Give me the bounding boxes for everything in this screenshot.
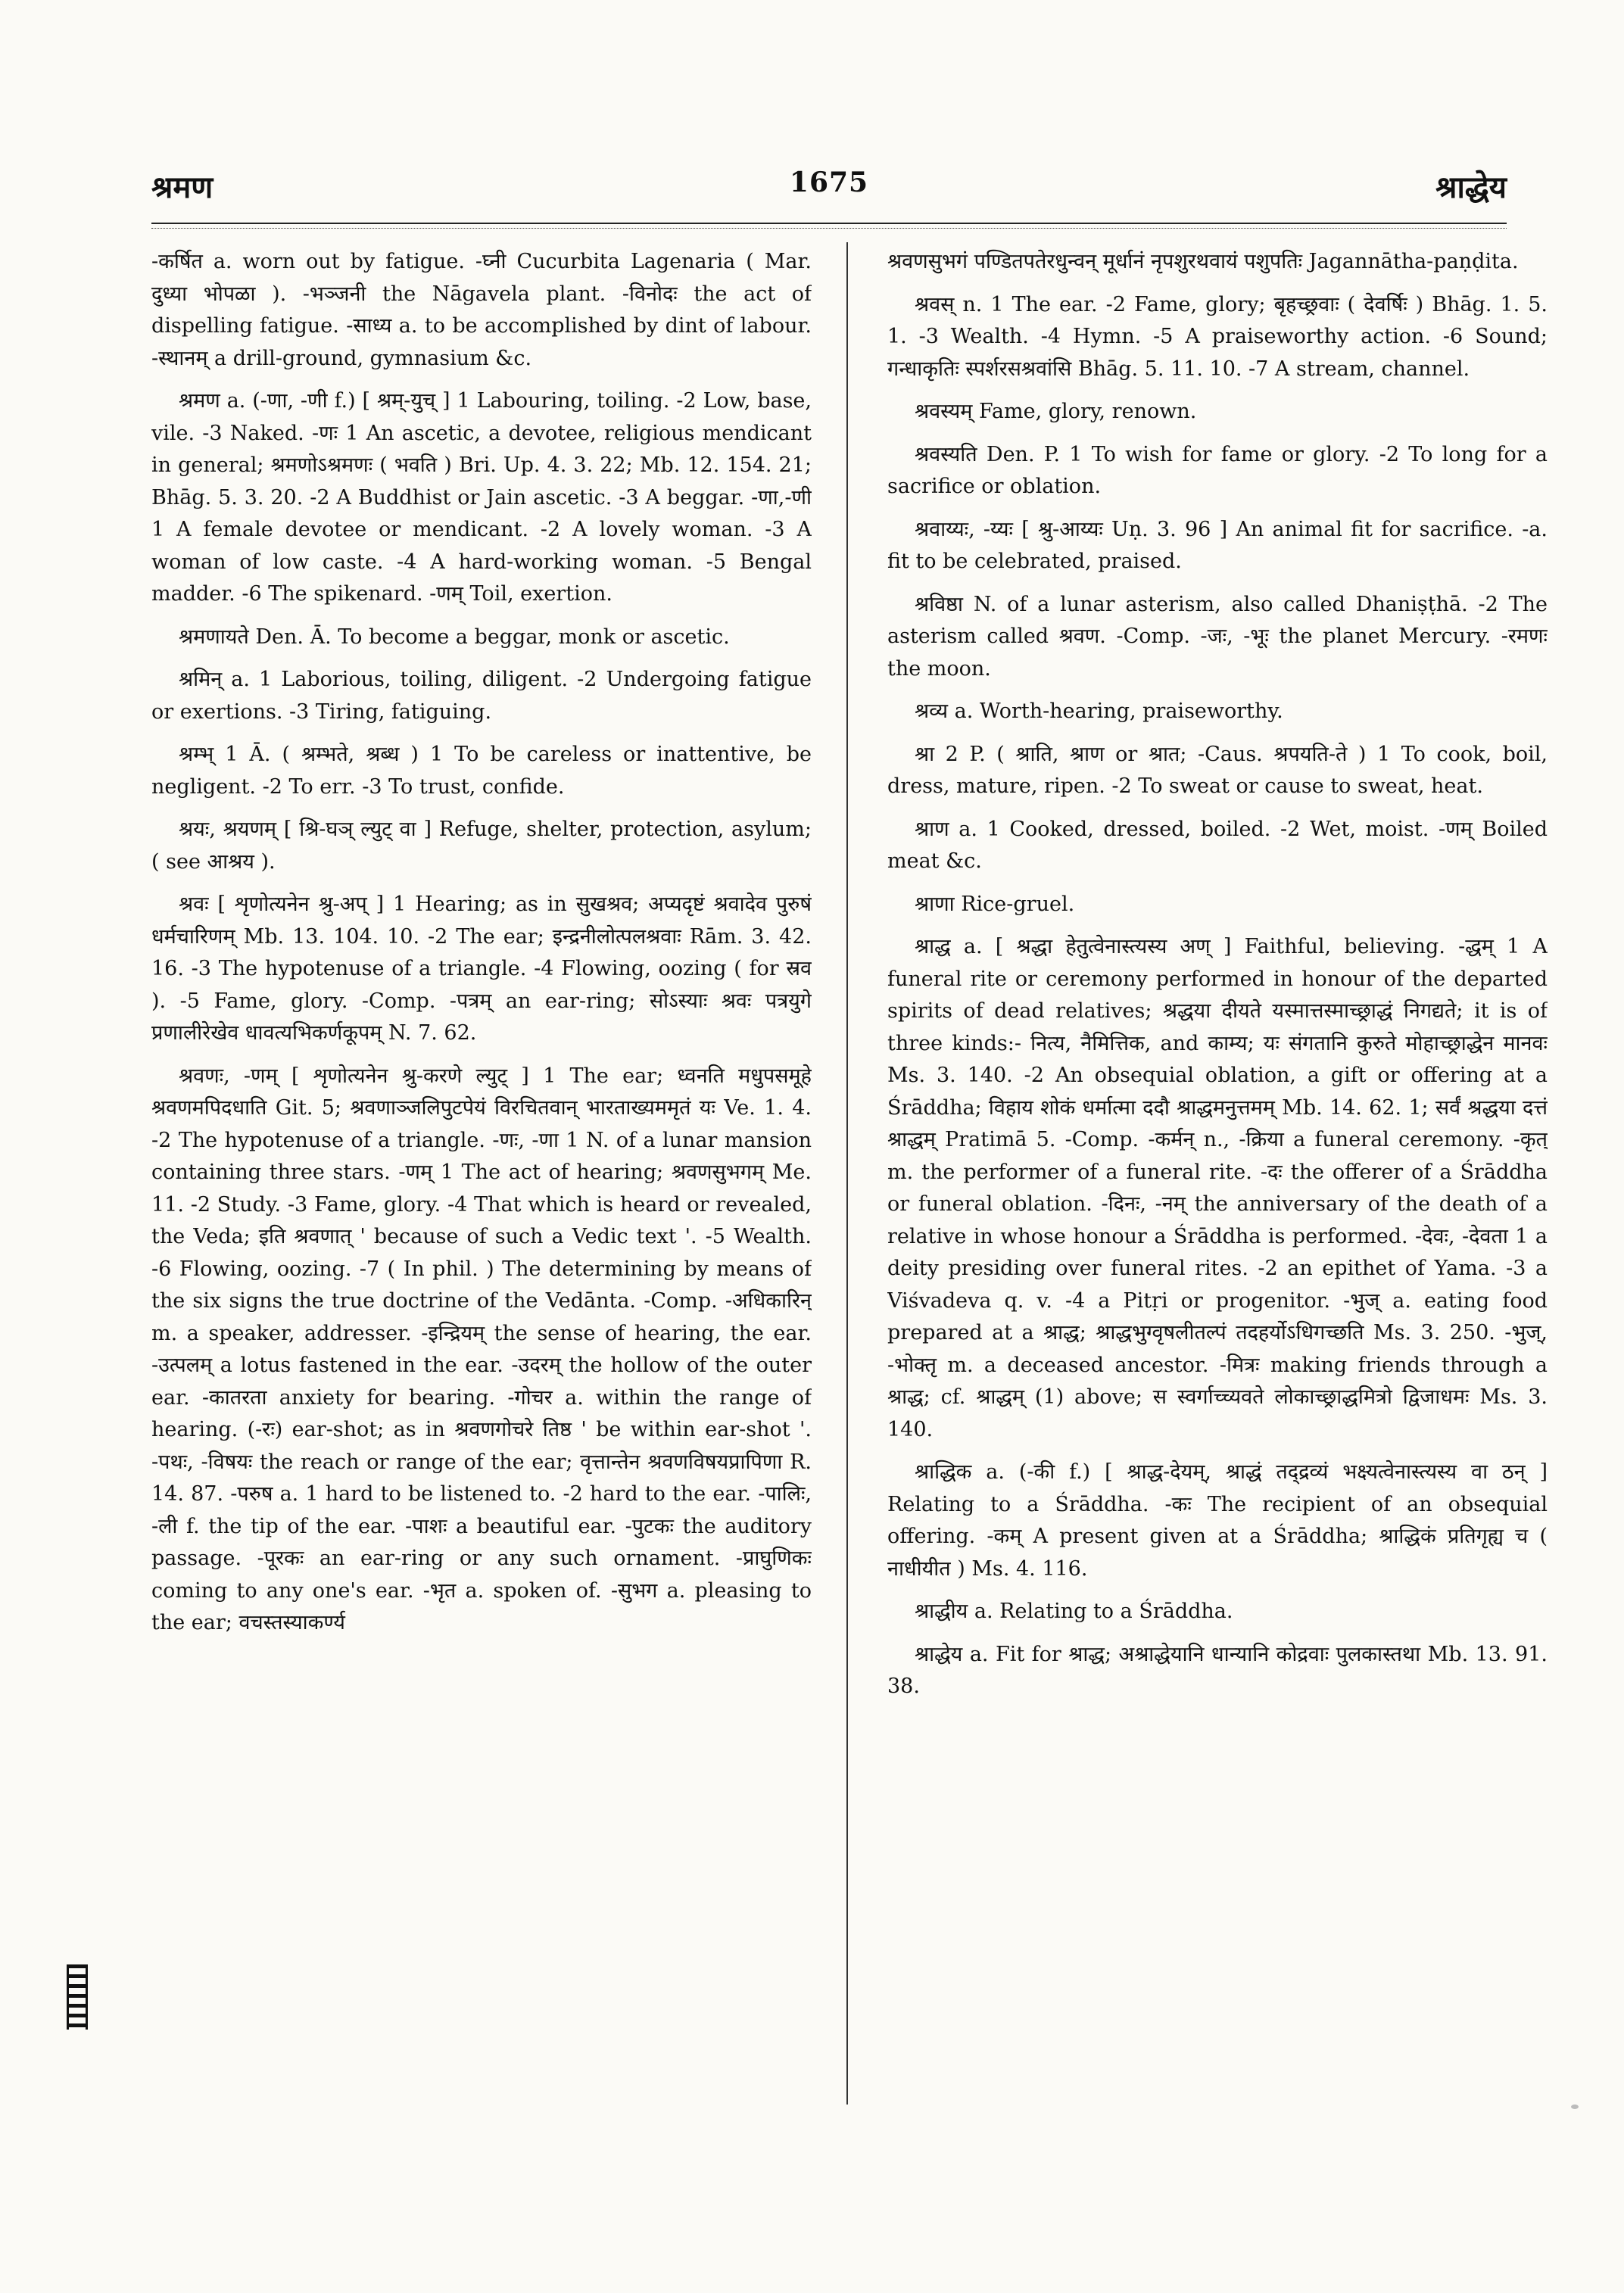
entry-shraya: श्रयः, श्रयणम् [ श्रि-घञ् ल्युट् वा ] Refuge, shelter, protection, asylum; ( see आश्रय ).: [151, 818, 812, 874]
entry-shramanayate: श्रमणायते Den. Ā. To become a beggar, monk or ascetic.: [179, 625, 730, 649]
entry-shramana: श्रमण a. (-णा, -णी f.) [ श्रम्-युच् ] 1 Labouring, toiling. -2 Low, base, vile. -3 Naked. -णः 1 An ascetic, a devotee, religious mendicant in general; श्रमणोऽश्रमणः ( भवति ) Bri. Up. 4. 3. 22; Mb. 12. 154. 21; Bhāg. 5. 3. 20. -2 A Buddhist or Jain ascetic. -3 A beggar. -णा,-णी 1 A female devotee or mendicant. -2 A lovely woman. -3 A woman of low caste. -4 A hard-working woman. -5 Bengal madder. -6 The spikenard. -णम् Toil, exertion.: [151, 389, 812, 606]
running-head: [151, 165, 1507, 210]
entry-shrambh: श्रम्भ् 1 Ā. ( श्रम्भते, श्रब्ध ) 1 To be careless or inattentive, be negligent. -2 To err. -3 To trust, confide.: [151, 743, 812, 799]
entry-shravasyam: श्रवस्यम् Fame, glory, renown.: [915, 400, 1197, 423]
entry-shravana: श्रवणः, -णम् [ शृणोत्यनेन श्रु-करणे ल्युट् ] 1 The ear; ध्वनति मधुपसमूहे श्रवणमपिदधाति Git. 5; श्रवणाञ्जलिपुटपेयं विरचितवान् भारताख्यममृतं यः Ve. 1. 4. -2 The hypotenuse of a triangle. -णः, -णा 1 N. of a lunar mansion containing three stars. -णम् 1 The act of hearing; श्रवणसुभगम् Me. 11. -2 Study. -3 Fame, glory. -4 That which is heard or revealed, the Veda; इति श्रवणात् ' because of such a Vedic text '. -5 Wealth. -6 Flowing, oozing. -7 ( In phil. ) The determining by means of the six signs the true doctrine of the Vedānta. -Comp. -अधिकारिन् m. a speaker, addresser. -इन्द्रियम् the sense of hearing, the ear. -उत्पलम् a lotus fastened in the ear. -उदरम् the hollow of the outer ear. -कातरता anxiety for bearing. -गोचर a. within the range of hearing. (-रः) ear-shot; as in श्रवणगोचरे तिष्ठ ' be within ear-shot '. -पथः, -विषयः the reach or range of the ear; वृत्तान्तेन श्रवणविषयप्रापिणा R. 14. 87. -परुष a. 1 hard to be listened to. -2 hard to the ear. -पालिः, -ली f. the tip of the ear. -पाशः a beautiful ear. -पुटकः the auditory passage. -पूरकः an ear-ring or any such ornament. -प्राघुणिकः coming to any one's ear. -भृत a. spoken of. -सुभग a. pleasing to the ear; वचस्तस्याकर्ण्य: [151, 1064, 812, 1634]
entry-shravya: श्रव्य a. Worth-hearing, praiseworthy.: [915, 699, 1283, 723]
entry-continued: -कर्षित a. worn out by fatigue. -घ्नी Cucurbita Lagenaria ( Mar. दुध्या भोपळा ). -भञ्जनी the Nāgavela plant. -विनोदः the act of dispelling fatigue. -साध्य a. to be accomplished by dint of labour. -स्थानम् a drill-ground, gymnasium &c.: [151, 250, 812, 370]
entry-shramin: श्रमिन् a. 1 Laborious, toiling, diligent. -2 Undergoing fatigue or exertions. -3 Tiring, fatiguing.: [151, 668, 812, 724]
entry-shrana: श्राण a. 1 Cooked, dressed, boiled. -2 Wet, moist. -णम् Boiled meat &c.: [887, 817, 1548, 873]
header-right-word: श्राद्धेय: [1435, 170, 1507, 205]
entry-shravasyati: श्रवस्यति Den. P. 1 To wish for fame or glory. -2 To long for a sacrifice or oblation.: [887, 442, 1548, 498]
margin-binding-mark: [67, 1964, 88, 2030]
print-smudge: [1571, 2105, 1579, 2109]
entry-shrava: श्रवः [ शृणोत्यनेन श्रु-अप् ] 1 Hearing; as in सुखश्रव; अप्यदृष्टं श्रवादेव पुरुषं धर्मचारिणम् Mb. 13. 104. 10. -2 The ear; इन्द्रनीलोत्पलश्रवाः Rām. 3. 42. 16. -3 The hypotenuse of a triangle. -4 Flowing, oozing ( for स्रव ). -5 Fame, glory. -Comp. -पत्रम् an ear-ring; सोऽस्याः श्रवः पत्रयुगे प्रणालीरेखेव धावत्यभिकर्णकूपम् N. 7. 62.: [151, 893, 812, 1045]
left-column: [151, 246, 812, 2161]
entry-shraddhiya: श्राद्धीय a. Relating to a Śrāddha.: [915, 1600, 1233, 1623]
entry-shravas: श्रवस् n. 1 The ear. -2 Fame, glory; बृहच्छ्रवाः ( देवर्षिः ) Bhāg. 1. 5. 1. -3 Wealth. -4 Hymn. -5 A praiseworthy action. -6 Sound; गन्धाकृतिः स्पर्शरसश्रवांसि Bhāg. 5. 11. 10. -7 A stream, channel.: [887, 292, 1548, 381]
entry-shravishtha: श्रविष्ठा N. of a lunar asterism, also called Dhaniṣṭhā. -2 The asterism called श्रवण. -Comp. -जः, -भूः the planet Mercury. -रमणः the moon.: [887, 592, 1548, 681]
column-divider: [846, 242, 848, 2105]
header-left-word: श्रमण: [151, 170, 214, 205]
entry-shravayya: श्रवाय्यः, -य्यः [ श्रु-आय्यः Uṇ. 3. 96 ] An animal fit for sacrifice. -a. fit to be celebrated, praised.: [887, 517, 1548, 573]
right-column: [887, 246, 1548, 2161]
entry-shrana-gruel: श्राणा Rice-gruel.: [915, 892, 1075, 916]
header-rule: [151, 223, 1507, 229]
entry-shraddha: श्राद्ध a. [ श्रद्धा हेतुत्वेनास्त्यस्य अण् ] Faithful, believing. -द्धम् 1 A funeral rite or ceremony performed in honour of the departed spirits of dead relatives; श्रद्धया दीयते यस्मात्तस्माच्छ्राद्धं निगद्यते; it is of three kinds:- नित्य, नैमित्तिक, and काम्य; यः संगतानि कुरुते मोहाच्छ्राद्धेन मानवः Ms. 3. 140. -2 An obsequial oblation, a gift or offering at a Śrāddha; विहाय शोकं धर्मात्मा ददौ श्राद्धमनुत्तमम् Mb. 14. 62. 1; सर्वं श्रद्धया दत्तं श्राद्धम् Pratimā 5. -Comp. -कर्मन् n., -क्रिया a funeral ceremony. -कृत् m. the performer of a funeral rite. -दः the offerer of a Śrāddha or funeral oblation. -दिनः, -नम् the anniversary of the death of a relative in whose honour a Śrāddha is performed. -देवः, -देवता 1 a deity presiding over funeral rites. -2 an epithet of Yama. -3 a Viśvadeva q. v. -4 a Pitṛi or progenitor. -भुज् a. eating food prepared at a श्राद्ध; श्राद्धभुग्वृषलीतल्पं तदहर्योऽधिगच्छति Ms. 3. 250. -भुज्, -भोक्तृ m. a deceased ancestor. -मित्रः making friends through a श्राद्ध; cf. श्राद्धम् (1) above; स स्वर्गाच्च्यवते लोकाच्छ्राद्धमित्रो द्विजाधमः Ms. 3. 140.: [887, 935, 1548, 1441]
page-number: 1675: [789, 167, 869, 198]
entry-continued-right: श्रवणसुभगं पण्डितपतेरधुन्वन् मूर्धानं नृपशुरथवायं पशुपतिः Jagannātha-paṇḍita.: [887, 250, 1519, 273]
entry-shraddheya: श्राद्धेय a. Fit for श्राद्ध; अश्राद्धेयानि धान्यानि कोद्रवाः पुलकास्तथा Mb. 13. 91. 38.: [887, 1642, 1548, 1698]
entry-shra: श्रा 2 P. ( श्राति, श्राण or श्रात; -Caus. श्रपयति-ते ) 1 To cook, boil, dress, mature, ripen. -2 To sweat or cause to sweat, heat.: [887, 742, 1548, 798]
entry-shraddhika: श्राद्धिक a. (-की f.) [ श्राद्ध-देयम्, श्राद्धं तद्द्रव्यं भक्ष्यत्वेनास्त्यस्य वा ठन् ] Relating to a Śrāddha. -कः The recipient of an obsequial offering. -कम् A present given at a Śrāddha; श्राद्धिकं प्रतिगृह्य च ( नाधीयीत ) Ms. 4. 116.: [887, 1460, 1548, 1581]
